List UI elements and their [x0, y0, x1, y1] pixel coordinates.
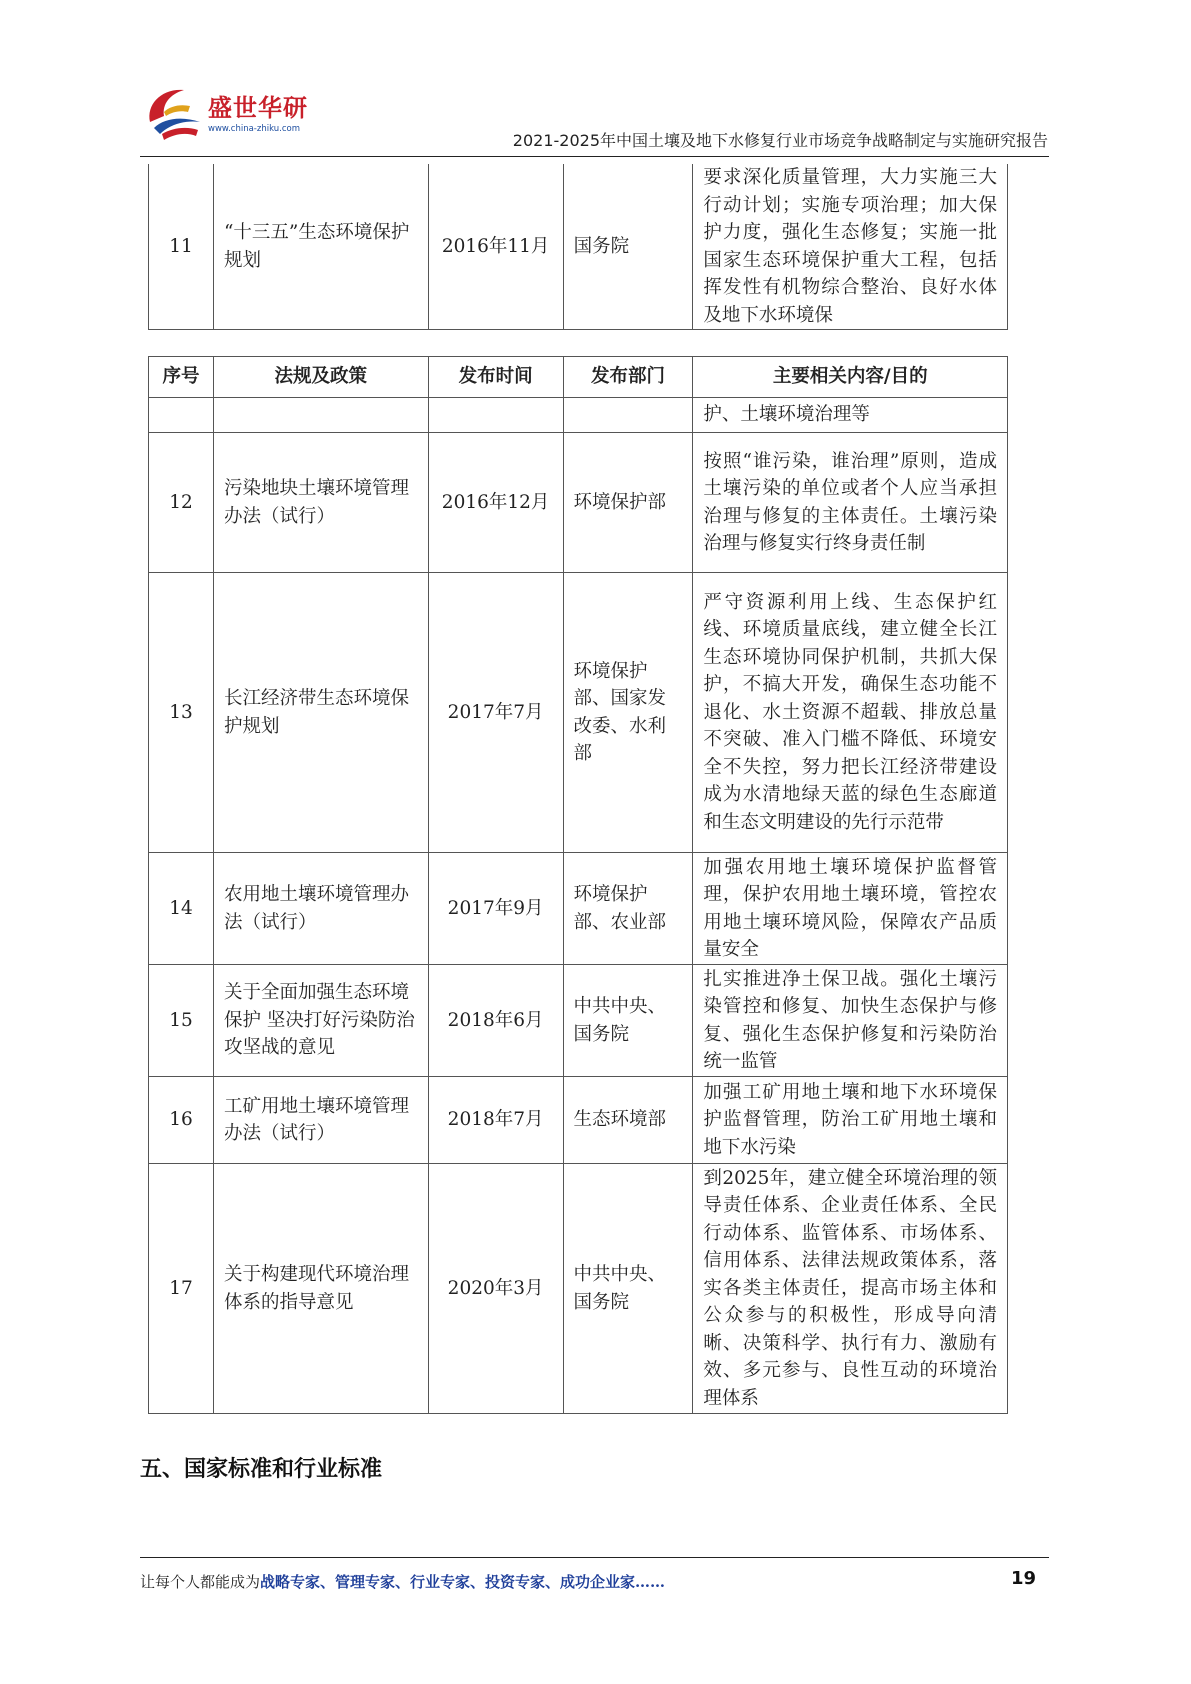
table-row [149, 853, 1008, 965]
empty-cell [213, 398, 428, 433]
policy-table [148, 356, 1008, 1414]
policy-name: “十三五”生态环境保护规划 [213, 164, 428, 330]
page-number: 19 [1010, 1568, 1036, 1589]
empty-cell [428, 398, 563, 433]
header-dept: 发布部门 [563, 357, 693, 398]
logo-name: 盛世华研 [208, 94, 308, 122]
publish-date: 2020年3月 [428, 1164, 563, 1414]
header-number: 序号 [149, 357, 214, 398]
policy-content-continued: 护、土壤环境治理等 [693, 398, 1008, 433]
policy-content: 严守资源利用上线、生态保护红线、环境质量底线，建立健全长江生态环境协同保护机制，共抓大保护，不搞大开发，确保生态功能不退化、水土资源不超载、排放总量不突破、准入门槛不降低、环境安全不失控，努力把长江经济带建设成为水清地绿天蓝的绿色生态廊道和生态文明建设的先行示范带 [693, 573, 1008, 853]
table-row [149, 433, 1008, 573]
policy-content: 要求深化质量管理，大力实施三大行动计划；实施专项治理；加大保护力度，强化生态修复；实施一批国家生态环境保护重大工程，包括挥发性有机物综合整治、良好水体及地下水环境保 [693, 164, 1008, 330]
policy-content: 加强农用地土壤环境保护监督管理，保护农用地土壤环境，管控农用地土壤环境风险，保障农产品质量安全 [693, 853, 1008, 965]
footer-slogan-prefix: 让每个人都能成为 [140, 1573, 261, 1591]
publish-date: 2017年7月 [428, 573, 563, 853]
publish-date: 2018年7月 [428, 1077, 563, 1164]
logo-emblem-icon [140, 82, 206, 144]
policy-name: 农用地土壤环境管理办法（试行） [213, 853, 428, 965]
row-number: 13 [149, 573, 214, 853]
publish-dept: 环境保护部、国家发改委、水利部 [563, 573, 693, 853]
table-row [149, 1164, 1008, 1414]
header-date: 发布时间 [428, 357, 563, 398]
header-policy: 法规及政策 [213, 357, 428, 398]
policy-name: 关于构建现代环境治理体系的指导意见 [213, 1164, 428, 1414]
footer-divider [140, 1557, 1049, 1558]
policy-name: 关于全面加强生态环境保护 坚决打好污染防治攻坚战的意见 [213, 965, 428, 1077]
logo-url: www.china-zhiku.com [208, 124, 300, 134]
table-row-continuation [149, 398, 1008, 433]
policy-content: 加强工矿用地土壤和地下水环境保护监督管理，防治工矿用地土壤和地下水污染 [693, 1077, 1008, 1164]
policy-name: 污染地块土壤环境管理办法（试行） [213, 433, 428, 573]
row-number: 14 [149, 853, 214, 965]
empty-cell [149, 398, 214, 433]
policy-content: 按照“谁污染，谁治理”原则，造成土壤污染的单位或者个人应当承担治理与修复的主体责任。土壤污染治理与修复实行终身责任制 [693, 433, 1008, 573]
publish-dept: 环境保护部 [563, 433, 693, 573]
footer-slogan-experts: 战略专家、管理专家、行业专家、投资专家、成功企业家…… [260, 1573, 666, 1591]
header-content: 主要相关内容/目的 [693, 357, 1008, 398]
policy-table-continued [148, 164, 1008, 330]
publish-dept: 环境保护部、农业部 [563, 853, 693, 965]
policy-content: 到2025年，建立健全环境治理的领导责任体系、企业责任体系、全民行动体系、监管体系、市场体系、信用体系、法律法规政策体系，落实各类主体责任，提高市场主体和公众参与的积极性，形成导向清晰、决策科学、执行有力、激励有效、多元参与、良性互动的环境治理体系 [693, 1164, 1008, 1414]
publish-dept: 中共中央、国务院 [563, 965, 693, 1077]
row-number: 11 [149, 164, 214, 330]
footer-slogan [140, 1571, 665, 1592]
publish-date: 2018年6月 [428, 965, 563, 1077]
table-row [149, 573, 1008, 853]
header-divider [140, 156, 1049, 157]
publish-dept: 中共中央、国务院 [563, 1164, 693, 1414]
company-logo [140, 82, 325, 152]
section-heading: 五、国家标准和行业标准 [140, 1457, 383, 1482]
publish-date: 2017年9月 [428, 853, 563, 965]
row-number: 15 [149, 965, 214, 1077]
policy-content: 扎实推进净土保卫战。强化土壤污染管控和修复、加快生态保护与修复、强化生态保护修复和污染防治统一监管 [693, 965, 1008, 1077]
publish-dept: 国务院 [563, 164, 693, 330]
row-number: 17 [149, 1164, 214, 1414]
table-header-row [149, 357, 1008, 398]
table-row [149, 164, 1008, 330]
policy-name: 工矿用地土壤环境管理办法（试行） [213, 1077, 428, 1164]
table-row [149, 965, 1008, 1077]
publish-date: 2016年11月 [428, 164, 563, 330]
document-title: 2021-2025年中国土壤及地下水修复行业市场竞争战略制定与实施研究报告 [512, 131, 1048, 150]
table-row [149, 1077, 1008, 1164]
row-number: 16 [149, 1077, 214, 1164]
publish-date: 2016年12月 [428, 433, 563, 573]
publish-dept: 生态环境部 [563, 1077, 693, 1164]
empty-cell [563, 398, 693, 433]
row-number: 12 [149, 433, 214, 573]
policy-name: 长江经济带生态环境保护规划 [213, 573, 428, 853]
